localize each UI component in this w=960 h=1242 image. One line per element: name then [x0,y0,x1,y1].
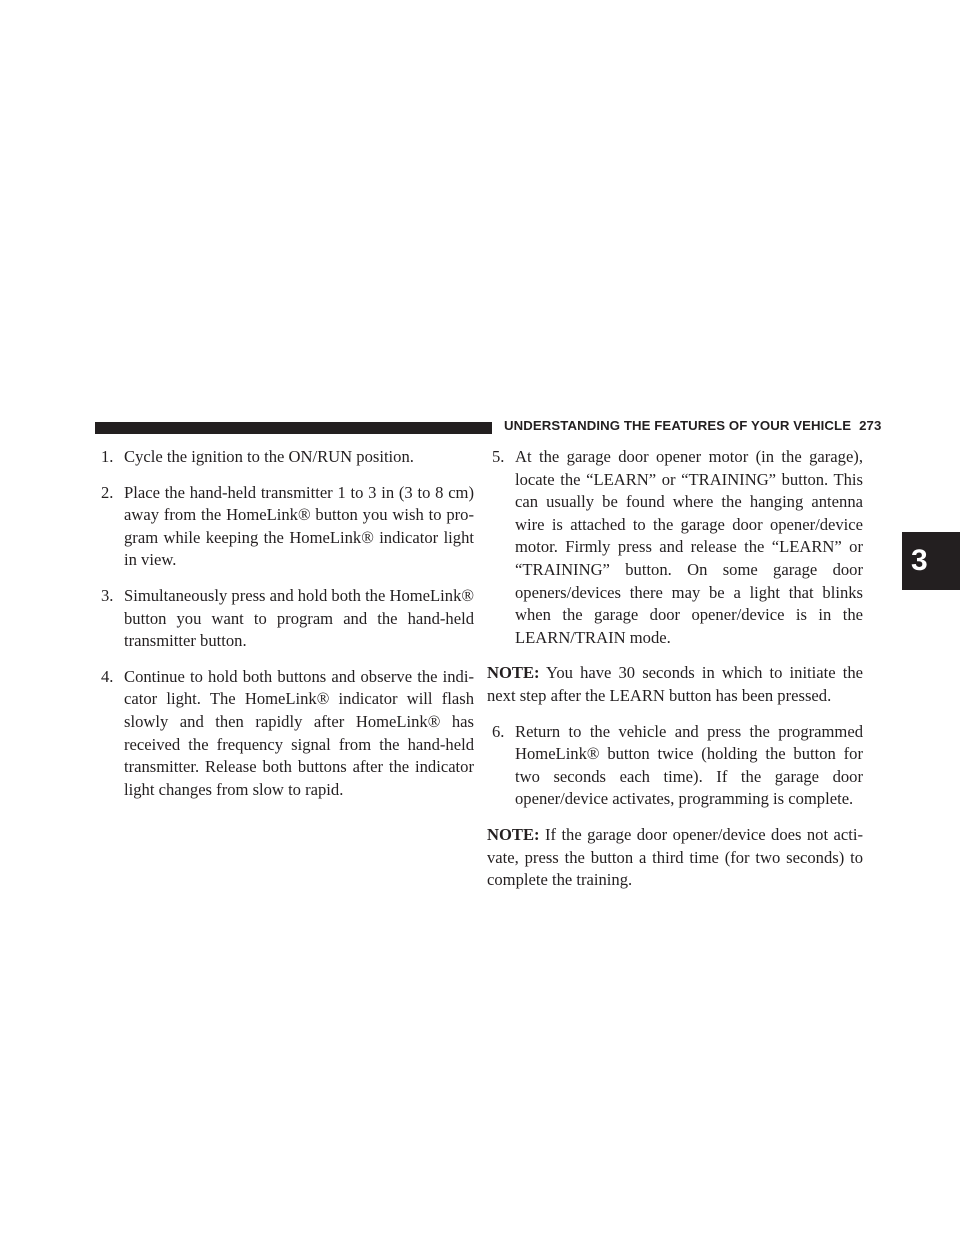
step-number: 1. [101,447,114,466]
step-1 [96,446,474,469]
step-3 [96,585,474,653]
step-number: 6. [492,721,505,741]
step-text: Continue to hold both buttons and observe the indicator light. The HomeLink® indicator will flash slowly and then rapidly after HomeLink® has received the frequency signal from the hand-held transmitter. Release both buttons after the indicator light changes from slow to rapid. [124,666,474,799]
chapter-tab: 3 [902,532,960,590]
note-label: NOTE: [487,663,540,683]
section-title: UNDERSTANDING THE FEATURES OF YOUR VEHICLE [504,418,852,433]
step-number: 5. [492,447,505,466]
step-6 [487,721,863,811]
left-column [96,446,474,814]
note-label: NOTE: [487,824,540,844]
step-text: Place the hand-held transmitter 1 to 3 in (3 to 8 cm) away from the HomeLink® button you wish to program while keeping the HomeLink® indicator light in view. [124,482,474,570]
right-column [487,446,863,905]
step-text: At the garage door opener motor (in the garage), locate the “LEARN” or “TRAINING” button. This can usually be found where the hanging antenna wire is attached to the garage door opener/device motor. Firmly press and release the “LEARN” or “TRAINING” button. On some garage door openers/devices there may be a light that blinks when the garage door opener/device is in the LEARN/TRAIN mode. [515,447,863,647]
step-number: 4. [101,666,114,686]
running-header [504,416,882,436]
step-4 [96,666,474,802]
note-1 [487,662,863,707]
page-number: 273 [859,418,882,433]
note-text: You have 30 seconds in which to initiate the next step after the LEARN button has been pressed. [487,663,863,705]
step-text: Return to the vehicle and press the programmed HomeLink® button twice (holding the button for two seconds each time). If the garage door opener/device activates, programming is complete. [515,721,863,809]
note-2 [487,824,863,892]
step-text: Simultaneously press and hold both the HomeLink® button you want to program and the hand-held transmitter button. [124,585,474,651]
header-rule [95,422,492,434]
step-2 [96,482,474,572]
step-number: 2. [101,482,114,502]
step-5 [487,446,863,649]
note-text: If the garage door opener/device does not activate, press the button a third time (for two seconds) to complete the training. [487,824,863,890]
step-number: 3. [101,585,114,605]
step-text: Cycle the ignition to the ON/RUN position. [124,447,414,466]
